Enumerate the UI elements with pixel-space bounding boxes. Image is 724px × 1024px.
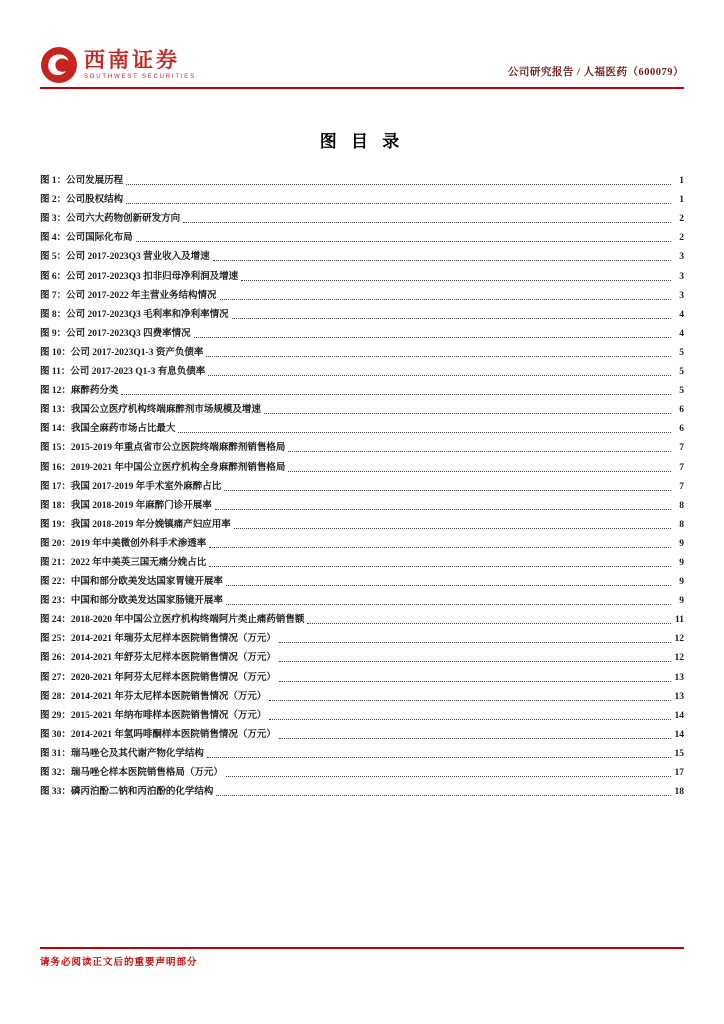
brand-subtitle: SOUTHWEST SECURITIES [84, 74, 196, 80]
toc-item-page: 14 [674, 710, 684, 721]
toc-dotted-leader [269, 700, 671, 701]
toc-item[interactable] [40, 188, 684, 207]
toc-item[interactable] [40, 264, 684, 283]
toc-dotted-leader [208, 375, 671, 376]
toc-dotted-leader [207, 757, 671, 758]
toc-item-page: 7 [679, 443, 684, 454]
toc-dotted-leader [194, 337, 671, 338]
toc-dotted-leader [121, 394, 671, 395]
toc-dotted-leader [216, 795, 671, 796]
toc-dotted-leader [226, 585, 671, 586]
toc-item-page: 5 [679, 347, 684, 358]
toc-item[interactable] [40, 608, 684, 627]
toc-dotted-leader [220, 299, 671, 300]
toc-dotted-leader [234, 528, 671, 529]
toc-item[interactable] [40, 761, 684, 780]
toc-item-page: 17 [674, 768, 684, 778]
toc-item-label: 图 15：2015-2019 年重点省市公立医院终端麻醉剂销售格局 [40, 443, 286, 454]
report-header [40, 32, 684, 84]
toc-dotted-leader [288, 451, 671, 452]
toc-item-label: 图 3：公司六大药物创新研发方向 [40, 214, 181, 225]
toc-item-label: 图 26：2014-2021 年舒芬太尼样本医院销售情况（万元） [40, 653, 276, 664]
toc-item-page: 9 [679, 557, 684, 568]
toc-item[interactable] [40, 665, 684, 684]
toc-item-label: 图 30：2014-2021 年氢吗啡酮样本医院销售情况（万元） [40, 729, 276, 740]
toc-item[interactable] [40, 169, 684, 188]
toc-item[interactable] [40, 704, 684, 723]
toc-dotted-leader [126, 203, 671, 204]
toc-item-label: 图 25：2014-2021 年瑞芬太尼样本医院销售情况（万元） [40, 634, 276, 645]
page-title: 图 目 录 [319, 132, 405, 151]
toc-item-page: 6 [679, 405, 684, 416]
toc-item[interactable] [40, 398, 684, 417]
toc-item-label: 图 29：2015-2021 年纳布啡样本医院销售情况（万元） [40, 710, 267, 721]
toc-item[interactable] [40, 723, 684, 742]
toc-item[interactable] [40, 360, 684, 379]
toc-item-label: 图 32：瑞马唑仑样本医院销售格局（万元） [40, 768, 223, 778]
toc-item[interactable] [40, 417, 684, 436]
toc-item-page: 8 [679, 519, 684, 530]
toc-item-label: 图 28：2014-2021 年芬太尼样本医院销售情况（万元） [40, 691, 267, 702]
toc-dotted-leader [307, 623, 671, 624]
report-label: 公司研究报告 / 人福医药（600079） [507, 67, 684, 78]
toc-item-page: 9 [679, 538, 684, 549]
toc-item-label: 图 19：我国 2018-2019 年分娩镇痛产妇应用率 [40, 519, 231, 530]
toc-item-page: 9 [679, 577, 684, 588]
toc-item-page: 11 [675, 615, 684, 626]
toc-dotted-leader [178, 432, 671, 433]
toc-dotted-leader [226, 776, 671, 777]
toc-item-label: 图 20：2019 年中美微创外科手术渗透率 [40, 538, 207, 549]
toc-item-page: 7 [679, 481, 684, 492]
toc-item[interactable] [40, 685, 684, 704]
toc-item-page: 13 [674, 691, 684, 702]
toc-dotted-leader [288, 471, 671, 472]
toc-item-page: 12 [674, 634, 684, 645]
toc-item-page: 3 [679, 252, 684, 263]
toc-item[interactable] [40, 589, 684, 608]
southwest-securities-logo-icon [40, 46, 78, 84]
toc-dotted-leader [264, 413, 671, 414]
toc-item[interactable] [40, 780, 684, 799]
toc-item-page: 12 [674, 653, 684, 664]
toc-item[interactable] [40, 513, 684, 532]
toc-dotted-leader [279, 661, 671, 662]
toc-item-label: 图 6：公司 2017-2023Q3 扣非归母净利润及增速 [40, 271, 239, 282]
toc-item-label: 图 1：公司发展历程 [40, 176, 124, 187]
toc-item[interactable] [40, 322, 684, 341]
toc-item-label: 图 33：磷丙泊酚二钠和丙泊酚的化学结构 [40, 787, 214, 798]
toc-item[interactable] [40, 455, 684, 474]
toc-item[interactable] [40, 646, 684, 665]
toc-dotted-leader [226, 604, 671, 605]
toc-item-label: 图 17：我国 2017-2019 年手术室外麻醉占比 [40, 481, 222, 492]
toc-dotted-leader [269, 719, 671, 720]
toc-dotted-leader [209, 566, 671, 567]
toc-item[interactable] [40, 570, 684, 589]
toc-item-label: 图 21：2022 年中美英三国无痛分娩占比 [40, 557, 207, 568]
footer-divider [40, 947, 684, 949]
toc-list [40, 169, 684, 799]
toc-item-page: 5 [679, 367, 684, 378]
toc-item-page: 8 [679, 500, 684, 511]
toc-dotted-leader [279, 681, 671, 682]
toc-dotted-leader [279, 738, 671, 739]
toc-item-label: 图 4：公司国际化布局 [40, 233, 133, 244]
toc-item-page: 4 [679, 309, 684, 320]
toc-item[interactable] [40, 284, 684, 303]
toc-item-page: 2 [679, 214, 684, 225]
toc-item[interactable] [40, 532, 684, 551]
toc-item-label: 图 24：2018-2020 年中国公立医疗机构终端阿片类止痛药销售额 [40, 615, 305, 626]
toc-item[interactable] [40, 475, 684, 494]
toc-item-page: 7 [679, 462, 684, 473]
toc-item[interactable] [40, 341, 684, 360]
toc-item[interactable] [40, 207, 684, 226]
toc-item-page: 6 [679, 424, 684, 435]
toc-item-label: 图 2：公司股权结构 [40, 195, 124, 206]
toc-item-page: 5 [679, 386, 684, 397]
toc-dotted-leader [241, 280, 671, 281]
toc-item[interactable] [40, 379, 684, 398]
toc-item-page: 3 [679, 290, 684, 301]
toc-dotted-leader [279, 642, 671, 643]
toc-item-page: 18 [674, 787, 684, 798]
toc-dotted-leader [183, 222, 671, 223]
toc-item-label: 图 13：我国公立医疗机构终端麻醉剂市场规模及增速 [40, 405, 261, 416]
toc-dotted-leader [126, 184, 671, 185]
toc-dotted-leader [215, 509, 671, 510]
toc-item-label: 图 8：公司 2017-2023Q3 毛利率和净利率情况 [40, 309, 229, 320]
toc-item-page: 3 [679, 271, 684, 282]
toc-item-label: 图 16：2019-2021 年中国公立医疗机构全身麻醉剂销售格局 [40, 462, 286, 473]
toc-dotted-leader [206, 356, 671, 357]
toc-item-label: 图 23：中国和部分欧美发达国家肠镜开展率 [40, 596, 223, 607]
toc-item[interactable] [40, 303, 684, 322]
toc-item-label: 图 22：中国和部分欧美发达国家胃镜开展率 [40, 577, 223, 588]
toc-item-label: 图 14：我国全麻药市场占比最大 [40, 424, 176, 435]
toc-item-label: 图 9：公司 2017-2023Q3 四费率情况 [40, 328, 191, 339]
toc-item[interactable] [40, 436, 684, 455]
toc-item[interactable] [40, 551, 684, 570]
toc-item-page: 13 [674, 672, 684, 683]
toc-item-page: 1 [679, 176, 684, 187]
toc-item[interactable] [40, 627, 684, 646]
header-divider [40, 87, 684, 89]
toc-item-label: 图 31：瑞马唑仑及其代谢产物化学结构 [40, 748, 204, 759]
toc-item-page: 14 [674, 729, 684, 740]
toc-item-label: 图 5：公司 2017-2023Q3 营业收入及增速 [40, 252, 210, 263]
toc-item[interactable] [40, 245, 684, 264]
toc-item[interactable] [40, 494, 684, 513]
toc-dotted-leader [136, 241, 671, 242]
toc-item-label: 图 11：公司 2017-2023 Q1-3 有息负债率 [40, 367, 206, 378]
toc-item-page: 15 [674, 748, 684, 759]
toc-item-label: 图 18：我国 2018-2019 年麻醉门诊开展率 [40, 500, 212, 511]
toc-item-label: 图 12：麻醉药分类 [40, 386, 119, 397]
brand-logo [40, 46, 196, 84]
brand-name: 西南证券 [84, 48, 180, 72]
toc-item[interactable] [40, 226, 684, 245]
toc-item-label: 图 10：公司 2017-2023Q1-3 资产负债率 [40, 347, 204, 358]
toc-dotted-leader [213, 260, 671, 261]
toc-item-page: 4 [679, 328, 684, 339]
toc-dotted-leader [232, 318, 671, 319]
toc-dotted-leader [224, 490, 671, 491]
brand-text [84, 50, 196, 80]
toc-item-page: 9 [679, 596, 684, 607]
toc-dotted-leader [209, 547, 671, 548]
toc-item-label: 图 7：公司 2017-2022 年主营业务结构情况 [40, 290, 217, 301]
toc-item[interactable] [40, 742, 684, 761]
toc-item-label: 图 27：2020-2021 年阿芬太尼样本医院销售情况（万元） [40, 672, 276, 683]
footer-disclaimer: 请务必阅读正文后的重要声明部分 [40, 958, 198, 968]
toc-item-page: 2 [679, 233, 684, 244]
toc-item-page: 1 [679, 195, 684, 206]
